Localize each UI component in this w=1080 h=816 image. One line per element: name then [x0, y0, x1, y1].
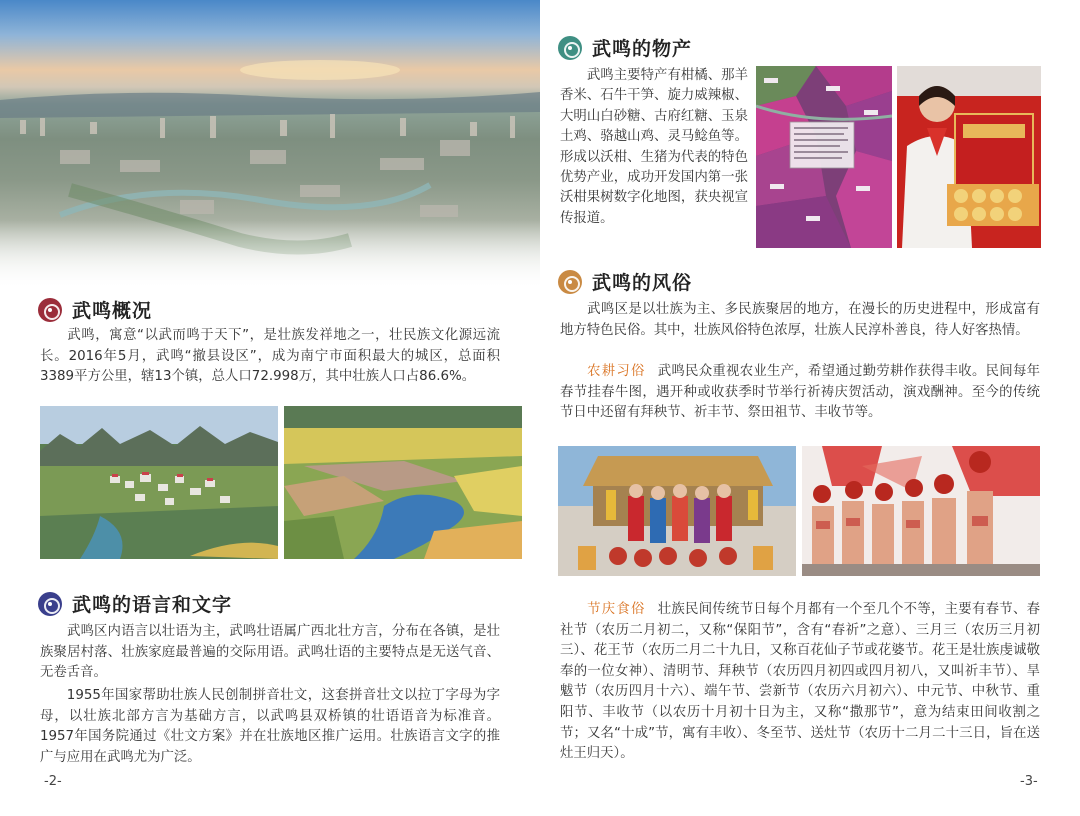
karst-village-photo [40, 406, 278, 559]
zhuang-emblem-icon [558, 270, 582, 294]
products-heading [558, 34, 692, 61]
festival-customs-label: 节庆食俗 [586, 602, 646, 617]
farming-customs-label: 农耕习俗 [586, 364, 646, 379]
language-title: 武鸣的语言和文字 [72, 594, 233, 616]
zhuang-emblem-icon [38, 592, 62, 616]
zhuang-emblem-icon [558, 36, 582, 60]
right-page [540, 0, 1080, 816]
products-title: 武鸣的物产 [592, 38, 693, 60]
language-heading [38, 590, 232, 617]
language-paragraph-1: 武鸣区内语言以壮语为主，武鸣壮语属广西北壮方言，分布在各镇，是壮族聚居村落、壮族家庭最普遍的交际用语。武鸣壮语的主要特点是无送气音、无卷舌音。 [40, 624, 500, 681]
zhuang-costume-performers-photo [558, 446, 796, 576]
customs-title: 武鸣的风俗 [592, 272, 693, 294]
zhuang-emblem-icon [38, 298, 62, 322]
overview-heading [38, 296, 152, 323]
festival-customs-paragraph: 节庆食俗 壮族民间传统节日每个月都有一个至几个不等，主要有春节、春社节（农历二月初二，又称“保阳节”，含有“春祈”之意）、三月三（农历三月初三）、花王节（农历二月二十九日，又称百花仙子节或花婆节。花王是壮族虔诚敬奉的一位女神）、清明节、拜秧节（农历四月初四或四月初八，又叫祈丰节）、旱魃节（农历四月十六）、端午节、尝新节（农历六月初六）、中元节、中秋节、重阳节、丰收节（以农历十月初十日为主，又称“撒那节”，意为结束田间收割之节；又名“十成”节，寓有丰收）、冬至节、送灶节（农历十二月二十三日，旨在送灶王归天）。 [560, 602, 1041, 762]
customs-intro-paragraph: 武鸣区是以壮族为主、多民族聚居的地方，在漫长的历史进程中，形成富有地方特色民俗。其中，壮族风俗特色浓厚，壮族人民淳朴善良，待人好客热情。 [560, 302, 1040, 338]
aerial-city-photo [0, 0, 540, 290]
overview-paragraph: 武鸣，寓意“以武而鸣于天下”，是壮族发祥地之一，壮民族文化源远流长。2016年5月，武鸣“撤县设区”，成为南宁市面积最大的城区，总面积3389平方公里，辖13个镇，总人口72.998万，其中壮族人口占86.6%。 [40, 328, 500, 385]
language-paragraph-2: 1955年国家帮助壮族人民创制拼音壮文，这套拼音壮文以拉丁字母为字母，以壮族北部方言为基础方言，以武鸣县双桥镇的壮语语音为标准音。1957年国务院通过《壮文方案》并在壮族地区推广运用。壮族语言文字的推广与应用在武鸣尤为广泛。 [40, 688, 500, 765]
overview-title: 武鸣概况 [72, 300, 153, 322]
products-paragraph: 武鸣主要特产有柑橘、那羊香米、石牛干笋、旋力威辣椒、大明山白砂糖、古府红糖、玉泉土鸡、骆越山鸡、灵马鲶鱼等。形成以沃柑、生猪为代表的特色优势产业，成功开发国内第一张沃柑果树数字化地图，获央视宣传报道。 [560, 68, 748, 226]
farming-customs-paragraph: 农耕习俗 武鸣民众重视农业生产，希望通过勤劳耕作获得丰收。民间每年春节挂春牛图，遇开种或收获季时节举行祈祷庆贺活动，演戏酬神。至今的传统节日中还留有拜秧节、祈丰节、祭田祖节、丰收节等。 [560, 364, 1041, 421]
presenter-with-gift-box-photo [897, 66, 1041, 248]
harvest-festival-performers-photo [802, 446, 1040, 576]
page-number: -2- [44, 774, 62, 789]
page-number: -3- [1020, 774, 1038, 789]
customs-heading [558, 268, 692, 295]
river-fields-photo [284, 406, 522, 559]
citrus-digital-map-photo [756, 66, 892, 248]
